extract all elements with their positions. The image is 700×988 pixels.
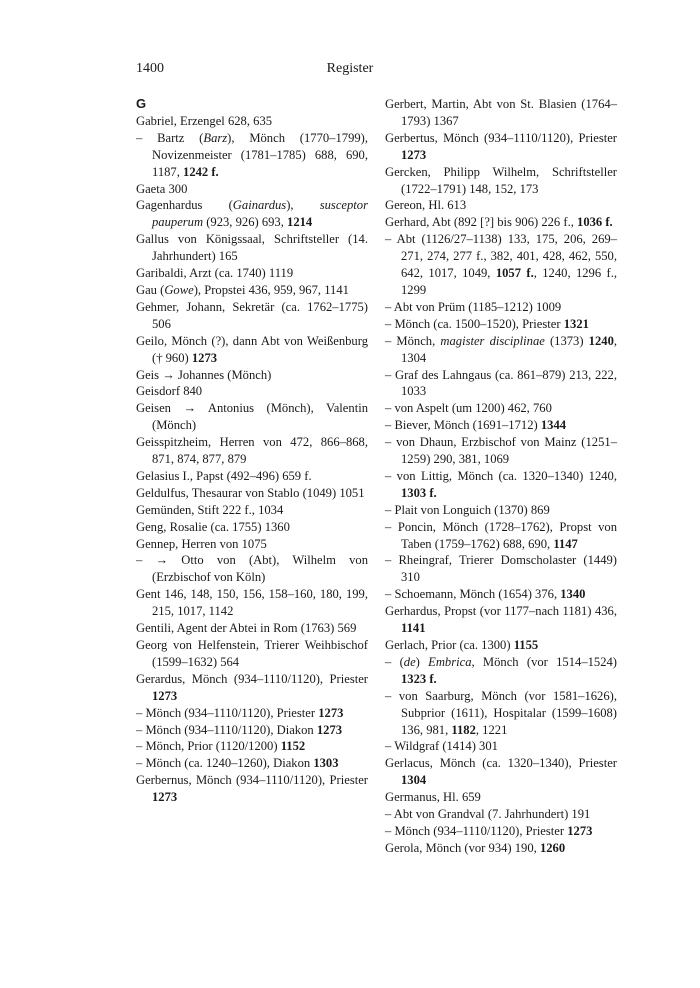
index-entry bbox=[385, 637, 617, 654]
entry-text: – Wildgraf (1414) 301 bbox=[385, 739, 498, 754]
entry-text: 1273 bbox=[152, 688, 178, 703]
entry-text: – Mönch (ca. 1500–1520), Priester bbox=[385, 316, 564, 331]
entry-text: ), Mönch (1770–1799), Novizenmeister (1781–1785) 688, 690, 1187, bbox=[152, 130, 369, 179]
entry-text: Gercken, Philipp Wilhelm, Schriftsteller (1722–1791) 148, 152, 173 bbox=[385, 164, 617, 196]
index-entry bbox=[385, 789, 617, 806]
index-subentry bbox=[385, 400, 617, 417]
index-subentry bbox=[136, 705, 368, 722]
entry-text: Gau ( bbox=[136, 282, 165, 297]
entry-text: 1273 bbox=[318, 705, 344, 720]
index-subentry bbox=[385, 316, 617, 333]
entry-text: Gerlacus, Mönch (ca. 1320–1340), Priester bbox=[385, 756, 617, 771]
entry-text: 1141 bbox=[401, 621, 426, 636]
index-subentry bbox=[136, 738, 368, 755]
entry-text: 1321 bbox=[563, 316, 589, 331]
entry-text: 1242 f. bbox=[183, 164, 219, 179]
index-entry bbox=[136, 620, 368, 637]
index-entry bbox=[385, 96, 617, 130]
entry-text: 1303 f. bbox=[401, 485, 437, 500]
index-entry bbox=[385, 840, 617, 857]
entry-text: , 1221 bbox=[475, 722, 508, 737]
running-head: Register bbox=[326, 61, 374, 76]
index-entry bbox=[136, 772, 368, 806]
entry-text: Gennep, Herren von 1075 bbox=[136, 536, 267, 551]
index-entry bbox=[385, 214, 617, 231]
entry-text: Gagenhardus ( bbox=[136, 198, 233, 213]
index-subentry bbox=[385, 806, 617, 823]
entry-text: – von Littig, Mönch (ca. 1320–1340) 1240, bbox=[385, 468, 617, 483]
entry-text: 1273 bbox=[191, 350, 218, 365]
entry-text: 1303 bbox=[313, 756, 339, 771]
entry-text: – Abt (1126/27–1138) 133, 175, 206, 269–271, 274, 277 f., 382, 401, 428, 462, 550, 642, 1017, 1049, bbox=[385, 232, 617, 281]
entry-text: 1036 f. bbox=[577, 215, 613, 230]
entry-text: – Poncin, Mönch (1728–1762), Propst von Taben (1759–1762) 688, 690, bbox=[385, 519, 617, 551]
index-entry bbox=[136, 197, 368, 231]
section-letter: G bbox=[136, 96, 147, 111]
index-subentry bbox=[385, 519, 617, 553]
entry-text: Georg von Helfenstein, Trierer Weihbischof (1599–1632) 564 bbox=[136, 638, 368, 669]
entry-text: 1273 bbox=[567, 823, 593, 838]
entry-text: , Mönch (vor 1514–1524) bbox=[471, 654, 617, 669]
entry-text: Gentili, Agent der Abtei in Rom (1763) 569 bbox=[136, 621, 357, 636]
entry-text: ), bbox=[286, 198, 320, 213]
entry-text: – Mönch, Prior (1120/1200) bbox=[136, 739, 281, 754]
entry-text: Gainardus bbox=[232, 198, 287, 213]
index-subentry bbox=[385, 738, 617, 755]
entry-text: 1155 bbox=[513, 638, 539, 652]
entry-text: Geldulfus, Thesaurar von Stablo (1049) 1051 bbox=[136, 485, 365, 500]
page-number: 1400 bbox=[136, 61, 164, 76]
index-subentry bbox=[136, 552, 368, 586]
index-entry bbox=[136, 485, 368, 502]
index-subentry bbox=[385, 586, 617, 603]
index-subentry bbox=[385, 333, 617, 367]
index-entry bbox=[136, 265, 368, 282]
index-entry bbox=[136, 299, 368, 333]
entry-text: Gabriel, Erzengel 628, 635 bbox=[136, 113, 273, 128]
entry-text: 1240 bbox=[588, 333, 614, 348]
entry-text: Gerhardus, Propst (vor 1177–nach 1181) 436, bbox=[385, 604, 617, 619]
entry-text: Gerlach, Prior (ca. 1300) bbox=[385, 638, 514, 652]
index-entry bbox=[385, 130, 617, 164]
index-entry bbox=[136, 400, 368, 434]
index-entry bbox=[136, 113, 368, 130]
entry-text: Geilo, Mönch (?), dann Abt von Weißenburg († 960) bbox=[136, 333, 368, 365]
index-subentry bbox=[385, 823, 617, 840]
entry-text: 1273 bbox=[316, 722, 343, 737]
entry-text: 1304 bbox=[401, 773, 427, 788]
entry-text: 1260 bbox=[539, 840, 566, 855]
entry-text: – ( bbox=[385, 654, 404, 669]
entry-text: – Abt von Prüm (1185–1212) 1009 bbox=[385, 299, 562, 314]
index-subentry bbox=[385, 688, 617, 739]
index-subentry bbox=[385, 468, 617, 502]
entry-text: magister disciplinae bbox=[440, 333, 545, 348]
entry-text: Geisspitzheim, Herren von 472, 866–868, 871, 874, 877, 879 bbox=[136, 435, 368, 467]
entry-text: – Mönch (ca. 1240–1260), Diakon bbox=[136, 756, 314, 771]
entry-text: Geng, Rosalie (ca. 1755) 1360 bbox=[136, 519, 290, 534]
index-entry bbox=[136, 519, 368, 536]
index-entry bbox=[136, 231, 368, 265]
index-entry bbox=[385, 755, 617, 789]
index-column-right bbox=[385, 96, 617, 857]
index-entry bbox=[136, 333, 368, 367]
entry-text: – von Dhaun, Erzbischof von Mainz (1251–1259) 290, 381, 1069 bbox=[385, 435, 617, 467]
index-subentry bbox=[385, 417, 617, 434]
entry-text: 1344 bbox=[540, 418, 567, 433]
entry-text: susceptor pauperum bbox=[152, 198, 368, 230]
index-entry bbox=[136, 637, 368, 671]
index-subentry bbox=[385, 367, 617, 401]
entry-text: – Biever, Mönch (1691–1712) bbox=[385, 418, 541, 433]
entry-text: Gent 146, 148, 150, 156, 158–160, 180, 199, 215, 1017, 1142 bbox=[136, 587, 368, 619]
entry-text: ), Propstei 436, 959, 967, 1141 bbox=[193, 282, 349, 297]
entry-text: Geis → Johannes (Mönch) bbox=[136, 367, 272, 382]
entry-text: de bbox=[403, 654, 416, 669]
entry-text: Gelasius I., Papst (492–496) 659 f. bbox=[136, 468, 312, 483]
entry-text: Gerbertus, Mönch (934–1110/1120), Priester bbox=[385, 130, 617, 145]
entry-text: 1273 bbox=[152, 790, 178, 805]
entry-text: Gowe bbox=[164, 282, 194, 297]
entry-text: Gerbernus, Mönch (934–1110/1120), Priester bbox=[136, 773, 368, 788]
entry-text: – Plait von Longuich (1370) 869 bbox=[385, 502, 550, 517]
entry-text: 1152 bbox=[280, 739, 306, 754]
entry-text: – von Aspelt (um 1200) 462, 760 bbox=[385, 401, 552, 416]
entry-text: Embrica bbox=[428, 654, 472, 669]
index-entry bbox=[385, 164, 617, 198]
index-subentry bbox=[385, 502, 617, 519]
entry-text: Barz bbox=[203, 130, 228, 145]
index-column-left bbox=[136, 96, 368, 806]
entry-text: Gerola, Mönch (vor 934) 190, bbox=[385, 840, 540, 855]
entry-text: Gereon, Hl. 613 bbox=[385, 198, 467, 213]
entry-text: – Mönch, bbox=[385, 333, 441, 348]
index-entry bbox=[385, 603, 617, 637]
index-entry bbox=[136, 468, 368, 485]
entry-text: 1323 f. bbox=[401, 671, 437, 686]
entry-text: 1214 bbox=[287, 215, 313, 230]
entry-text: – Abt von Grandval (7. Jahrhundert) 191 bbox=[385, 807, 591, 822]
entry-text: Gehmer, Johann, Sekretär (ca. 1762–1775) 506 bbox=[136, 299, 368, 331]
index-entry bbox=[136, 434, 368, 468]
entry-text: Gerardus, Mönch (934–1110/1120), Priester bbox=[136, 671, 368, 686]
entry-text: Gaeta 300 bbox=[136, 181, 188, 196]
entry-text: – Schoemann, Mönch (1654) 376, bbox=[385, 587, 561, 602]
entry-text: Garibaldi, Arzt (ca. 1740) 1119 bbox=[136, 266, 294, 281]
entry-text: Geisen → Antonius (Mönch), Valentin (Mönch) bbox=[136, 401, 368, 433]
entry-text: – Mönch (934–1110/1120), Priester bbox=[136, 705, 319, 720]
index-subentry bbox=[385, 552, 617, 586]
entry-text: – Graf des Lahngaus (ca. 861–879) 213, 222, 1033 bbox=[385, 367, 617, 399]
entry-text: Gerbert, Martin, Abt von St. Blasien (1764–1793) 1367 bbox=[385, 97, 617, 128]
entry-text: – Mönch (934–1110/1120), Priester bbox=[385, 823, 568, 838]
entry-text: (923, 926) 693, bbox=[203, 215, 288, 230]
entry-text: Geisdorf 840 bbox=[136, 384, 203, 399]
entry-text: Gerhard, Abt (892 [?] bis 906) 226 f., bbox=[385, 215, 578, 230]
entry-text: Gallus von Königssaal, Schriftsteller (14. Jahrhundert) 165 bbox=[136, 232, 368, 264]
entry-text: Gemünden, Stift 222 f., 1034 bbox=[136, 502, 284, 517]
index-subentry bbox=[385, 434, 617, 468]
entry-text: Germanus, Hl. 659 bbox=[385, 790, 481, 805]
entry-text: – → Otto von (Abt), Wilhelm von (Erzbischof von Köln) bbox=[136, 553, 368, 585]
index-entry bbox=[136, 502, 368, 519]
index-subentry bbox=[385, 654, 617, 688]
entry-text: – von Saarburg, Mönch (vor 1581–1626), Subprior (1611), Hospitalar (1599–1608) 136, 981, bbox=[385, 688, 617, 737]
index-entry bbox=[136, 586, 368, 620]
entry-text: , 1304 bbox=[401, 333, 618, 365]
entry-text: – Mönch (934–1110/1120), Diakon bbox=[136, 722, 317, 737]
entry-text: 1057 f. bbox=[495, 266, 534, 281]
index-subentry bbox=[136, 130, 368, 181]
index-entry bbox=[136, 367, 368, 384]
index-entry bbox=[136, 671, 368, 705]
entry-text: , 1240, 1296 f., 1299 bbox=[401, 266, 618, 297]
index-subentry bbox=[385, 231, 617, 299]
entry-text: ) bbox=[415, 654, 429, 669]
entry-text: – Rheingraf, Trierer Domscholaster (1449) 310 bbox=[385, 553, 617, 585]
entry-text: 1147 bbox=[553, 536, 578, 551]
entry-text: 1340 bbox=[560, 587, 586, 602]
entry-text: – Bartz ( bbox=[136, 130, 204, 145]
index-entry bbox=[136, 383, 368, 400]
index-entry bbox=[136, 536, 368, 553]
entry-text: 1273 bbox=[401, 147, 427, 162]
index-entry bbox=[136, 282, 368, 299]
entry-text: 1182 bbox=[451, 722, 476, 737]
index-subentry bbox=[385, 299, 617, 316]
index-subentry bbox=[136, 755, 368, 772]
index-subentry bbox=[136, 722, 368, 739]
index-entry bbox=[136, 181, 368, 198]
index-entry bbox=[385, 197, 617, 214]
entry-text: (1373) bbox=[544, 333, 589, 348]
